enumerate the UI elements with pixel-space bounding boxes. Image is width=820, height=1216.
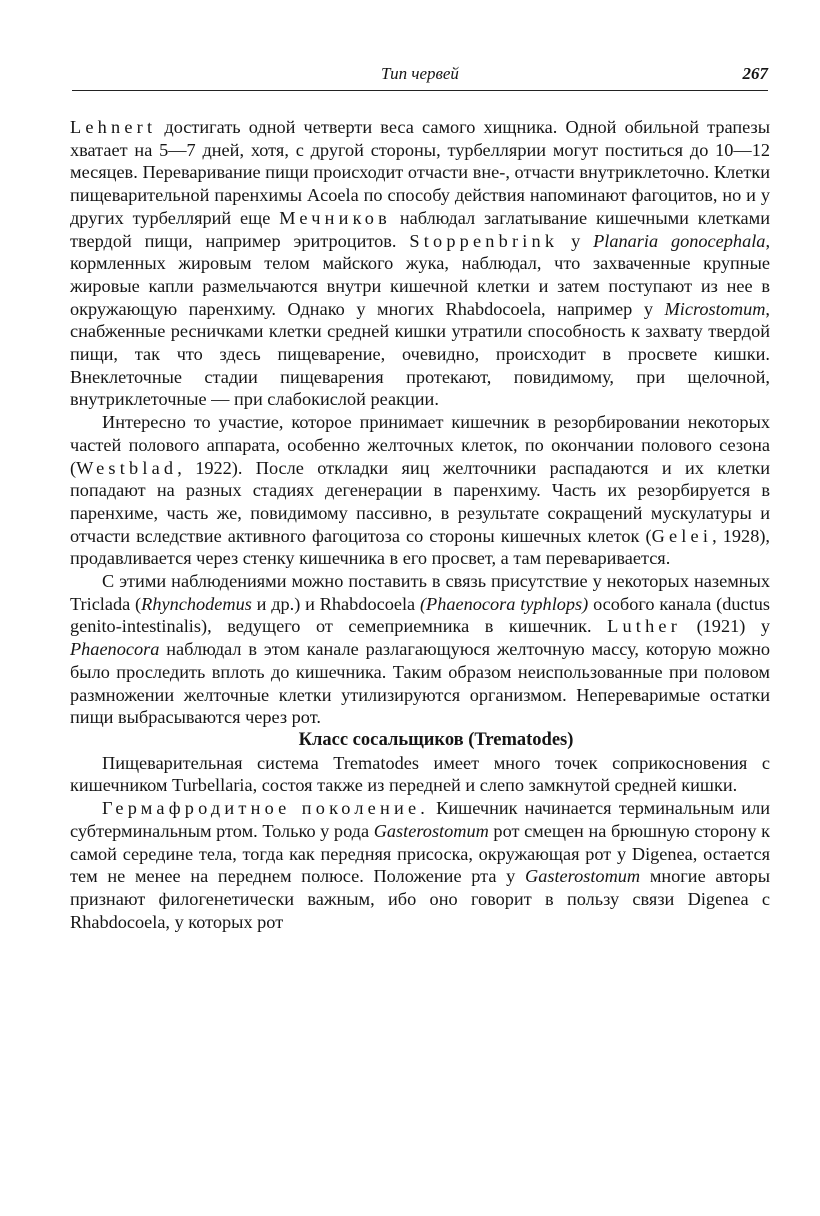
page-number: 267 [742,64,768,83]
text-run: наблюдал в этом канале разлагающуюся желточную массу, которую можно было проследить вплоть до кишечника. Таким образом неиспользованные при половом размножении желточные клетки утилизируются организмом. Непереваримые остатки пищи выбрасываются через рот. [70,639,770,728]
spaced-name: Гермафродитное поколение. [102,798,430,819]
text-run: особого канала (ductus genito-intestinalis), ведущего от семеприемника в кишечник. [70,593,770,637]
paragraph [70,411,770,570]
paragraph [70,116,770,411]
spaced-name: Luther [607,616,682,637]
text-run: у [558,230,594,251]
text-run: , 1922). После откладки яиц желточники распадаются и их клетки попадают на разных стадиях дегенерации в паренхиму. Часть их резорбируется в паренхиме, часть же, повидимому пассивно, в результате сокращений мускулатуры и отчасти вследствие активного фагоцитоза со стороны кишечных клеток ( [70,457,770,546]
text-run: Интересно то участие, которое принимает кишечник в резорбировании некоторых частей полового аппарата, особенно желточных клеток, по окончании полового сезона ( [70,412,770,478]
spaced-name: Lehnert [70,117,157,137]
italic-text: Gasterostomum [525,866,641,887]
italic-text: Microstomum [664,298,766,319]
paragraph [70,752,770,797]
page-body [70,116,770,933]
text-run: достигать одной четверти веса самого хищника. Одной обильной трапезы хватает на 5—7 дней, хотя, с другой стороны, турбеллярии могут поститься до 10—12 месяцев. Переваривание пищи происходит отчасти вне-, отчасти внутриклеточно. Клетки пищеварительной паренхимы Acoela по способу действия напоминают фагоцитов, но и у других турбеллярий еще [70,117,770,228]
text-run: и др.) и Rhabdocoela [251,593,420,614]
paragraph [70,570,770,729]
italic-text: Phaenocora [70,639,160,660]
spaced-name: Gelei [651,525,713,546]
text-run: , снабженные ресничками клетки средней кишки утратили способность к захвату твердой пищи, так что здесь пищеварение, очевидно, происходит в просвете кишки. Внеклеточные стадии пищеварения протекают, повидимому, при щелочной, внутриклеточные — при слабокислой реакции. [70,298,770,410]
text-run: Пищеварительная система Trematodes имеет много точек соприкосновения с кишечником Turbellaria, состоя также из передней и слепо замкнутой средней кишки. [70,752,770,796]
text-run: , кормленных жировым телом майского жука, наблюдал, что захваченные крупные жировые капли размельчаются внутри кишечной клетки и затем поступают из нее в окружающую паренхиму. Однако у многих Rhabdocoela, например у [70,230,771,319]
text-run: (1921) у [681,616,770,637]
spaced-name: Мечников [279,207,391,228]
spaced-name: Westblad [76,457,178,478]
text-run: наблюдал заглатывание кишечными клетками твердой пищи, например эритроцитов. [70,207,770,251]
page-header [72,62,768,91]
italic-text: (Phaenocora typhlops) [419,593,589,614]
section-heading: Класс сосальщиков (Trematodes) [298,729,574,750]
paragraph [70,797,770,933]
spaced-name: Stoppenbrink [409,230,559,251]
italic-text: Gasterostomum [373,820,489,841]
running-title: Тип червей [381,64,459,83]
text-run: , 1928), продавливается через стенку кишечника в его просвет, а там переваривается. [70,525,770,569]
text-run: многие авторы признают филогенетически важным, ибо оно говорит в пользу связи Digenea с Rhabdocoela, у которых рот [70,866,770,932]
text-run: рот смещен на брюшную сторону к самой середине тела, тогда как передняя присоска, окружающая рот у Digenea, остается тем не менее на переднем полюсе. Положение рта у [70,820,771,887]
italic-text: Planaria gonocephala [593,230,766,251]
italic-text: Rhynchodemus [141,593,252,614]
text-run: С этими наблюдениями можно поставить в связь присутствие у некоторых наземных Triclada ( [70,571,770,614]
text-run: Кишечник начинается терминальным или субтерминальным ртом. Только у рода [70,798,770,841]
